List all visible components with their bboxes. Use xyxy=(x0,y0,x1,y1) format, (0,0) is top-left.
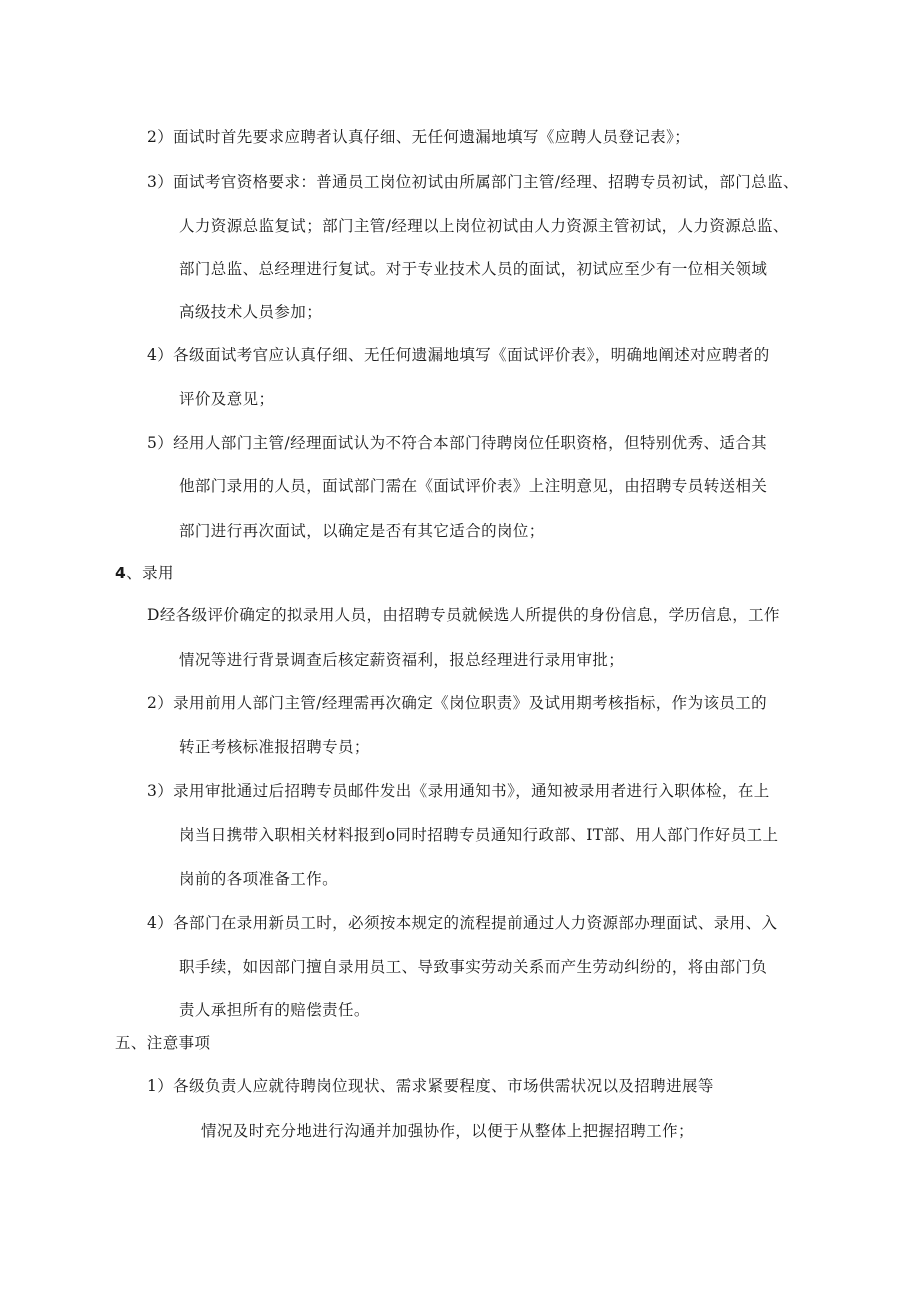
text-line-hire4-cont1: 职手续，如因部门擅自录用员工、导致事实劳动关系而产生劳动纠纷的，将由部门负 xyxy=(179,958,768,976)
text-line-item5-cont1: 他部门录用的人员，面试部门需在《面试评价表》上注明意见，由招聘专员转送相关 xyxy=(179,477,768,495)
section-number-sep: 、 xyxy=(126,564,143,582)
text-line-item3-cont1: 人力资源总监复试；部门主管/经理以上岗位初试由人力资源主管初试，人力资源总监、 xyxy=(179,217,789,235)
text-line-hire3: 3）录用审批通过后招聘专员邮件发出《录用通知书》，通知被录用者进行入职体检，在上 xyxy=(147,782,770,800)
text-line-item3-cont2: 部门总监、总经理进行复试。对于专业技术人员的面试，初试应至少有一位相关领域 xyxy=(179,260,768,278)
text-line-note1: 1）各级负责人应就待聘岗位现状、需求紧要程度、市场供需状况以及招聘进展等 xyxy=(147,1077,714,1095)
text-line-hire3-cont2: 岗前的各项准备工作。 xyxy=(179,870,339,888)
text-line-item3-cont3: 高级技术人员参加； xyxy=(179,303,323,321)
text-line-hire2: 2）录用前用人部门主管/经理需再次确定《岗位职责》及试用期考核指标，作为该员工的 xyxy=(147,694,768,712)
text-line-item3: 3）面试考官资格要求：普通员工岗位初试由所属部门主管/经理、招聘专员初试，部门总监、 xyxy=(147,173,799,191)
text-line-hire1: D经各级评价确定的拟录用人员，由招聘专员就候选人所提供的身份信息，学历信息，工作 xyxy=(147,606,780,624)
text-line-item5-cont2: 部门进行再次面试，以确定是否有其它适合的岗位； xyxy=(179,522,545,540)
section-number: 4 xyxy=(115,564,127,582)
section-title: 录用 xyxy=(142,564,174,582)
text-line-hire4: 4）各部门在录用新员工时，必须按本规定的流程提前通过人力资源部办理面试、录用、入 xyxy=(147,914,778,932)
text-line-hire4-cont2: 责人承担所有的赔偿责任。 xyxy=(179,1001,370,1019)
text-line-item2: 2）面试时首先要求应聘者认真仔细、无任何遗漏地填写《应聘人员登记表》； xyxy=(147,128,691,146)
text-line-hire1-cont1: 情况等进行背景调查后核定薪资福利，报总经理进行录用审批； xyxy=(179,651,625,669)
text-line-item4-cont1: 评价及意见； xyxy=(179,390,275,408)
text-line-hire3-cont1: 岗当日携带入职相关材料报到o同时招聘专员通知行政部、IT部、用人部门作好员工上 xyxy=(179,826,779,844)
text-line-item5: 5）经用人部门主管/经理面试认为不符合本部门待聘岗位任职资格，但特别优秀、适合其 xyxy=(147,434,768,452)
section-heading-hiring xyxy=(115,563,174,583)
section-heading-notes: 五、注意事项 xyxy=(115,1034,211,1052)
text-line-item4: 4）各级面试考官应认真仔细、无任何遗漏地填写《面试评价表》，明确地阐述对应聘者的 xyxy=(147,346,770,364)
text-line-note1-cont1: 情况及时充分地进行沟通并加强协作，以便于从整体上把握招聘工作； xyxy=(201,1122,694,1140)
text-line-hire2-cont1: 转正考核标准报招聘专员； xyxy=(179,738,370,756)
